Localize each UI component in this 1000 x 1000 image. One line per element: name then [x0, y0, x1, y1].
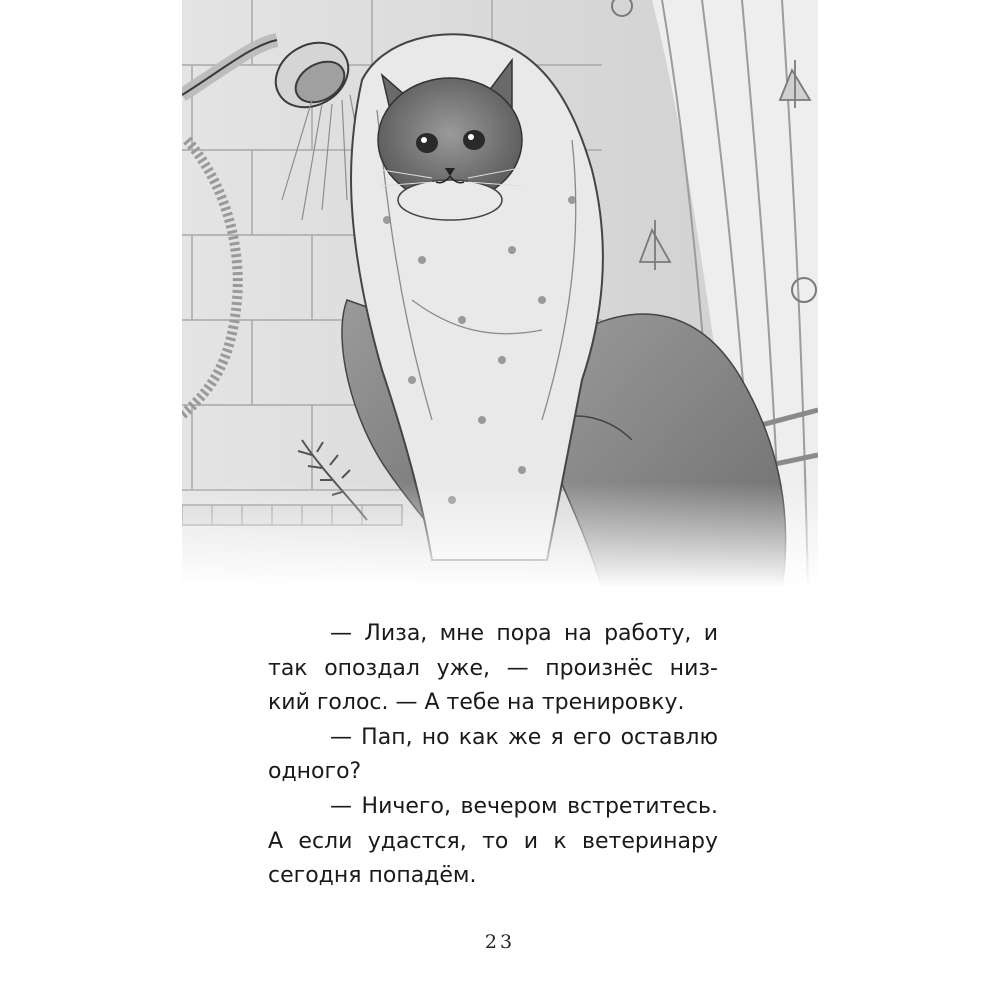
paragraph-1-line-1: — Лиза, мне пора на работу,	[330, 621, 704, 646]
paragraph-3-line-2: А если удастся, то и к ветеринару	[268, 828, 718, 854]
kitten-illustration	[182, 0, 818, 588]
page-number: 23	[484, 931, 516, 953]
story-text	[268, 617, 718, 894]
paragraph-1-line-2: и так опоздал уже, — произнёс низ-	[268, 621, 718, 681]
paragraph-1-line-3: кий голос. — А тебе на тренировку.	[268, 690, 685, 716]
paragraph-3-line-1: — Ничего, вечером встретитесь.	[330, 793, 718, 819]
paragraph-2-line-2: одного?	[268, 759, 362, 785]
paragraph-1	[268, 617, 718, 721]
paragraph-2	[268, 721, 718, 790]
paragraph-3	[268, 790, 718, 894]
paragraph-2-line-1: — Пап, но как же я его оставлю	[330, 724, 718, 750]
paragraph-3-line-3: сегодня попадём.	[268, 863, 477, 889]
pencil-drawing	[182, 0, 818, 588]
